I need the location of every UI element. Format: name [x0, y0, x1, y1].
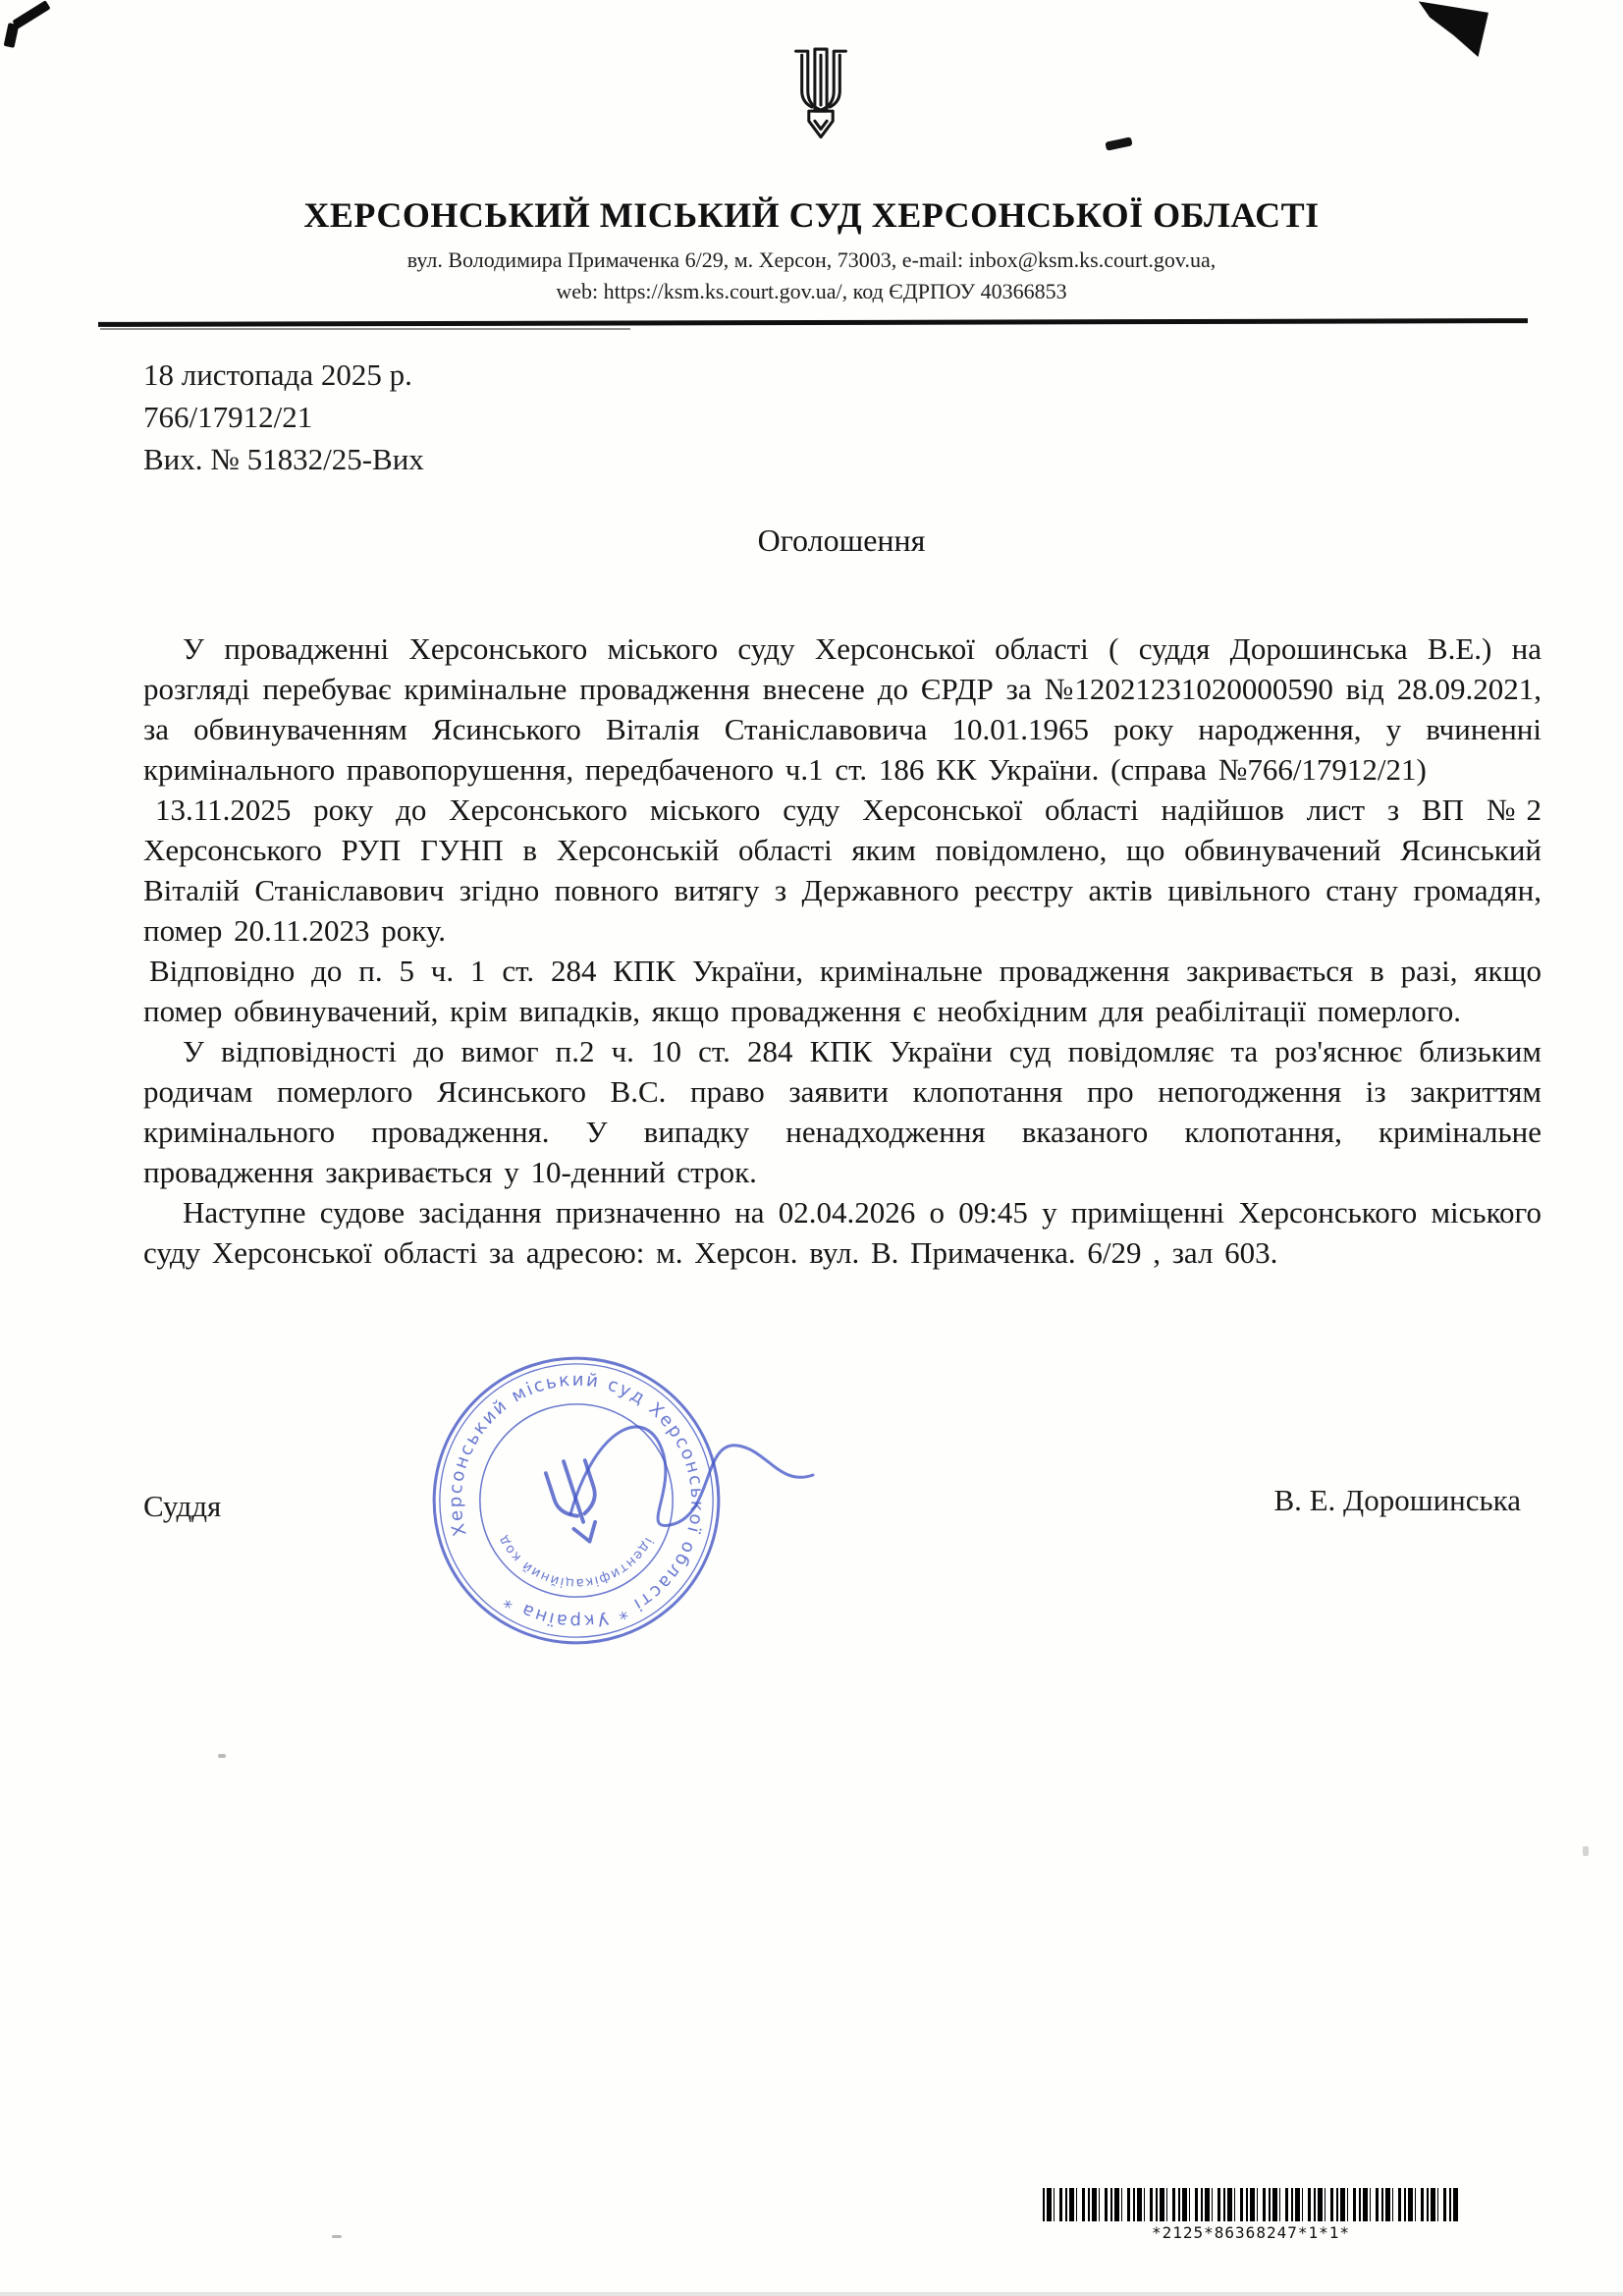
- document-body: [143, 629, 1542, 1273]
- scan-speck: [218, 1754, 226, 1758]
- barcode: [1043, 2188, 1459, 2242]
- scan-speck: [1583, 1846, 1589, 1856]
- court-web-line: web: https://ksm.ks.court.gov.ua/, код ЄДРПОУ 40366853: [556, 279, 1067, 303]
- court-address-line: вул. Володимира Примаченка 6/29, м. Херсон, 73003, e-mail: inbox@ksm.ks.court.gov.ua,: [406, 247, 1217, 272]
- barcode-bars: [1043, 2188, 1459, 2221]
- outgoing-number: Вих. № 51832/25-Вих: [143, 442, 424, 476]
- document-title: Оголошення: [757, 522, 926, 558]
- pen-signature: [556, 1367, 831, 1598]
- ukraine-trident-icon: [776, 45, 866, 170]
- scan-speck: [332, 2235, 342, 2238]
- court-name-heading: ХЕРСОНСЬКИЙ МІСЬКИЙ СУД ХЕРСОНСЬКОЇ ОБЛАСТІ: [303, 195, 1320, 235]
- judge-name: В. Е. Дорошинська: [1273, 1483, 1521, 1517]
- stamp-ring-text: Херсонський міський суд Херсонської області * Україна *: [445, 1369, 708, 1632]
- scan-edge-strip: [0, 2292, 1623, 2296]
- paragraph-3: Відповідно до п. 5 ч. 1 ст. 284 КПК України, кримінальне провадження закривається в разі, якщо помер обвинувачений, крім випадків, якщо провадження є необхідним для реабілітації померлого.: [143, 954, 1542, 1028]
- scan-artifact-top-left: [4, 23, 20, 48]
- header-divider-shadow: [100, 328, 630, 330]
- case-number: 766/17912/21: [143, 400, 313, 434]
- document-date: 18 листопада 2025 р.: [143, 357, 412, 392]
- paragraph-1: У провадженні Херсонського міського суду Херсонської області ( суддя Дорошинська В.Е.) на розгляді перебуває кримінальне провадження внесене до ЄРДР за №12021231020000590 від 28.09.2021, за обвинуваченням Ясинського Віталія Станіславовича 10.01.1965 року народження, у вчиненні кримінального правопорушення, передбаченого ч.1 ст. 186 КК України. (справа №766/17912/21): [143, 631, 1542, 787]
- header-divider: [98, 318, 1528, 327]
- document-meta: [143, 354, 424, 480]
- judge-label: Суддя: [143, 1489, 222, 1523]
- paragraph-5: Наступне судове засідання призначенно на 02.04.2026 о 09:45 у приміщенні Херсонського міського суду Херсонської області за адресою: м. Херсон. вул. В. Примаченка. 6/29 , зал 603.: [143, 1195, 1542, 1270]
- scan-artifact-top-right: [1414, 1, 1489, 57]
- stamp-code-text: ідентифікаційний код 40366853: [367, 1387, 656, 1591]
- barcode-text: *2125*86368247*1*1*: [1151, 2223, 1351, 2242]
- scan-artifact-dash: [1105, 137, 1132, 150]
- paragraph-4: У відповідності до вимог п.2 ч. 10 ст. 284 КПК України суд повідомляє та роз'яснює близьким родичам померлого Ясинського В.С. право заявити клопотання про непогодження із закриттям кримінального провадження. У випадку ненадходження вказаного клопотання, кримінальне провадження закривається у 10-денний строк.: [143, 1034, 1542, 1189]
- paragraph-2: 13.11.2025 року до Херсонського міського суду Херсонської області надійшов лист з ВП №2 Херсонського РУП ГУНП в Херсонській області яким повідомлено, що обвинувачений Ясинський Віталій Станіславович згідно повного витягу з Державного реєстру актів цивільного стану громадян, помер 20.11.2023 року.: [143, 793, 1542, 948]
